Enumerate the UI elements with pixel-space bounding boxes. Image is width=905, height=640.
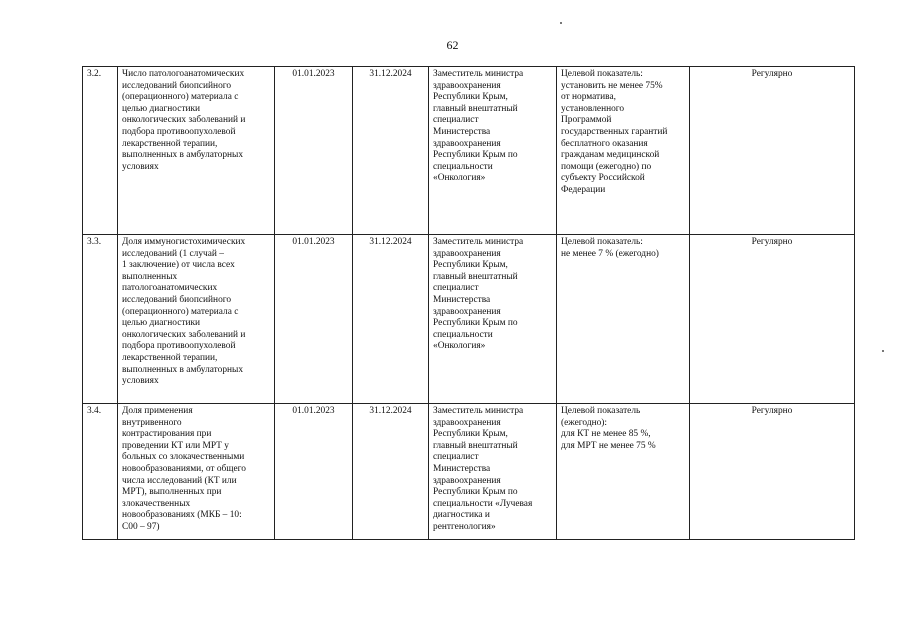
cell-text-line: от норматива, bbox=[561, 92, 616, 103]
cell-text-line: МРТ), выполненных при bbox=[122, 487, 222, 498]
cell-text-line: числа исследований (КТ или bbox=[122, 475, 237, 486]
cell-text-line: установленного bbox=[561, 103, 625, 114]
table-row bbox=[83, 404, 855, 540]
periodicity-cell: Регулярно bbox=[690, 235, 855, 404]
cell-text-line: государственных гарантий bbox=[561, 126, 668, 137]
cell-text-line: условиях bbox=[122, 161, 159, 172]
cell-text-line: для КТ не менее 85 %, bbox=[561, 429, 651, 440]
cell-text-line: помощи (ежегодно) по bbox=[561, 161, 652, 172]
periodicity-cell: Регулярно bbox=[690, 404, 855, 540]
cell-text-line: (операционного) материала с bbox=[122, 306, 239, 317]
cell-text-line: Программой bbox=[561, 115, 612, 126]
cell-text-line: (операционного) материала с bbox=[122, 92, 239, 103]
table-row bbox=[83, 235, 855, 404]
cell-text-line: специальности bbox=[433, 161, 493, 172]
cell-text-line: условиях bbox=[122, 376, 159, 387]
cell-text-line: исследований биопсийного bbox=[122, 294, 232, 305]
cell-text-line: главный внештатный bbox=[433, 440, 518, 451]
cell-text-line: здравоохранения bbox=[433, 138, 501, 149]
cell-text-line: установить не менее 75% bbox=[561, 80, 663, 91]
table-row bbox=[83, 67, 855, 235]
cell-text-line: «Онкология» bbox=[433, 173, 486, 184]
cell-text-line: Доля применения bbox=[122, 406, 193, 416]
cell-text-line: лекарственной терапии, bbox=[122, 352, 218, 363]
cell-text-line: Министерства bbox=[433, 126, 491, 137]
cell-text-line: Федерации bbox=[561, 184, 606, 195]
cell-text-line: онкологических заболеваний и bbox=[122, 329, 246, 340]
cell-text-line: диагностика и bbox=[433, 510, 490, 521]
scan-speck bbox=[560, 22, 562, 24]
cell-text-line: специалист bbox=[433, 452, 479, 463]
cell-text-line: главный внештатный bbox=[433, 103, 518, 114]
cell-text-line: Республики Крым, bbox=[433, 92, 508, 103]
cell-text-line: патологоанатомических bbox=[122, 283, 218, 294]
cell-text-line: Целевой показатель: bbox=[561, 69, 643, 79]
cell-text-line: Республики Крым по bbox=[433, 318, 518, 329]
cell-text-line: здравоохранения bbox=[433, 248, 501, 259]
cell-text-line: главный внештатный bbox=[433, 271, 518, 282]
cell-text-line: не менее 7 % (ежегодно) bbox=[561, 248, 659, 259]
cell-text-line: Республики Крым, bbox=[433, 260, 508, 271]
result-cell bbox=[557, 67, 690, 235]
cell-text-line: Число патологоанатомических bbox=[122, 69, 245, 79]
cell-text-line: Республики Крым, bbox=[433, 429, 508, 440]
cell-text-line: здравоохранения bbox=[433, 417, 501, 428]
cell-text-line: выполненных в амбулаторных bbox=[122, 150, 244, 161]
cell-text-line: Министерства bbox=[433, 463, 491, 474]
row-number: 3.2. bbox=[83, 67, 118, 235]
page-number: 62 bbox=[446, 38, 459, 52]
cell-text-line: специальности bbox=[433, 329, 493, 340]
cell-text-line: Заместитель министра bbox=[433, 69, 524, 79]
cell-text-line: С00 – 97) bbox=[122, 521, 160, 532]
cell-text-line: злокачественных bbox=[122, 498, 191, 509]
start-date: 01.01.2023 bbox=[275, 404, 353, 540]
cell-text-line: (ежегодно): bbox=[561, 417, 608, 428]
start-date: 01.01.2023 bbox=[275, 235, 353, 404]
cell-text-line: специальности «Лучевая bbox=[433, 498, 533, 509]
cell-text-line: подбора противоопухолевой bbox=[122, 341, 236, 352]
cell-text-line: исследований биопсийного bbox=[122, 80, 232, 91]
cell-text-line: Целевой показатель: bbox=[561, 237, 643, 247]
periodicity-cell: Регулярно bbox=[690, 67, 855, 235]
cell-text-line: онкологических заболеваний и bbox=[122, 115, 246, 126]
measures-table bbox=[82, 66, 855, 540]
cell-text-line: Заместитель министра bbox=[433, 406, 524, 416]
cell-text-line: выполненных в амбулаторных bbox=[122, 364, 244, 375]
cell-text-line: подбора противоопухолевой bbox=[122, 126, 236, 137]
result-cell bbox=[557, 404, 690, 540]
cell-text-line: субъекту Российской bbox=[561, 173, 645, 184]
cell-text-line: здравоохранения bbox=[433, 475, 501, 486]
end-date: 31.12.2024 bbox=[353, 404, 429, 540]
cell-text-line: Министерства bbox=[433, 294, 491, 305]
responsible-cell bbox=[429, 235, 557, 404]
cell-text-line: Заместитель министра bbox=[433, 237, 524, 247]
cell-text-line: бесплатного оказания bbox=[561, 138, 648, 149]
cell-text-line: Доля иммуногистохимических bbox=[122, 237, 246, 247]
cell-text-line: целью диагностики bbox=[122, 318, 201, 329]
cell-text-line: специалист bbox=[433, 283, 479, 294]
cell-text-line: лекарственной терапии, bbox=[122, 138, 218, 149]
cell-text-line: специалист bbox=[433, 115, 479, 126]
responsible-cell bbox=[429, 404, 557, 540]
cell-text-line: целью диагностики bbox=[122, 103, 201, 114]
end-date: 31.12.2024 bbox=[353, 235, 429, 404]
row-number: 3.4. bbox=[83, 404, 118, 540]
cell-text-line: исследований (1 случай – bbox=[122, 248, 224, 259]
cell-text-line: внутривенного bbox=[122, 417, 182, 428]
cell-text-line: Республики Крым по bbox=[433, 150, 518, 161]
cell-text-line: проведении КТ или МРТ у bbox=[122, 440, 229, 451]
cell-text-line: Целевой показатель bbox=[561, 406, 641, 416]
cell-text-line: Республики Крым по bbox=[433, 487, 518, 498]
indicator-cell bbox=[118, 67, 275, 235]
cell-text-line: выполненных bbox=[122, 271, 178, 282]
indicator-cell bbox=[118, 235, 275, 404]
cell-text-line: новообразованиями, от общего bbox=[122, 463, 246, 474]
cell-text-line: рентгенология» bbox=[433, 521, 496, 532]
responsible-cell bbox=[429, 67, 557, 235]
scan-speck bbox=[882, 350, 884, 352]
cell-text-line: здравоохранения bbox=[433, 80, 501, 91]
cell-text-line: для МРТ не менее 75 % bbox=[561, 440, 656, 451]
row-number: 3.3. bbox=[83, 235, 118, 404]
start-date: 01.01.2023 bbox=[275, 67, 353, 235]
cell-text-line: 1 заключение) от числа всех bbox=[122, 260, 235, 271]
cell-text-line: здравоохранения bbox=[433, 306, 501, 317]
cell-text-line: больных со злокачественными bbox=[122, 452, 245, 463]
cell-text-line: «Онкология» bbox=[433, 341, 486, 352]
end-date: 31.12.2024 bbox=[353, 67, 429, 235]
cell-text-line: гражданам медицинской bbox=[561, 150, 660, 161]
cell-text-line: новообразованиях (МКБ – 10: bbox=[122, 510, 242, 521]
result-cell bbox=[557, 235, 690, 404]
cell-text-line: контрастирования при bbox=[122, 429, 212, 440]
indicator-cell bbox=[118, 404, 275, 540]
